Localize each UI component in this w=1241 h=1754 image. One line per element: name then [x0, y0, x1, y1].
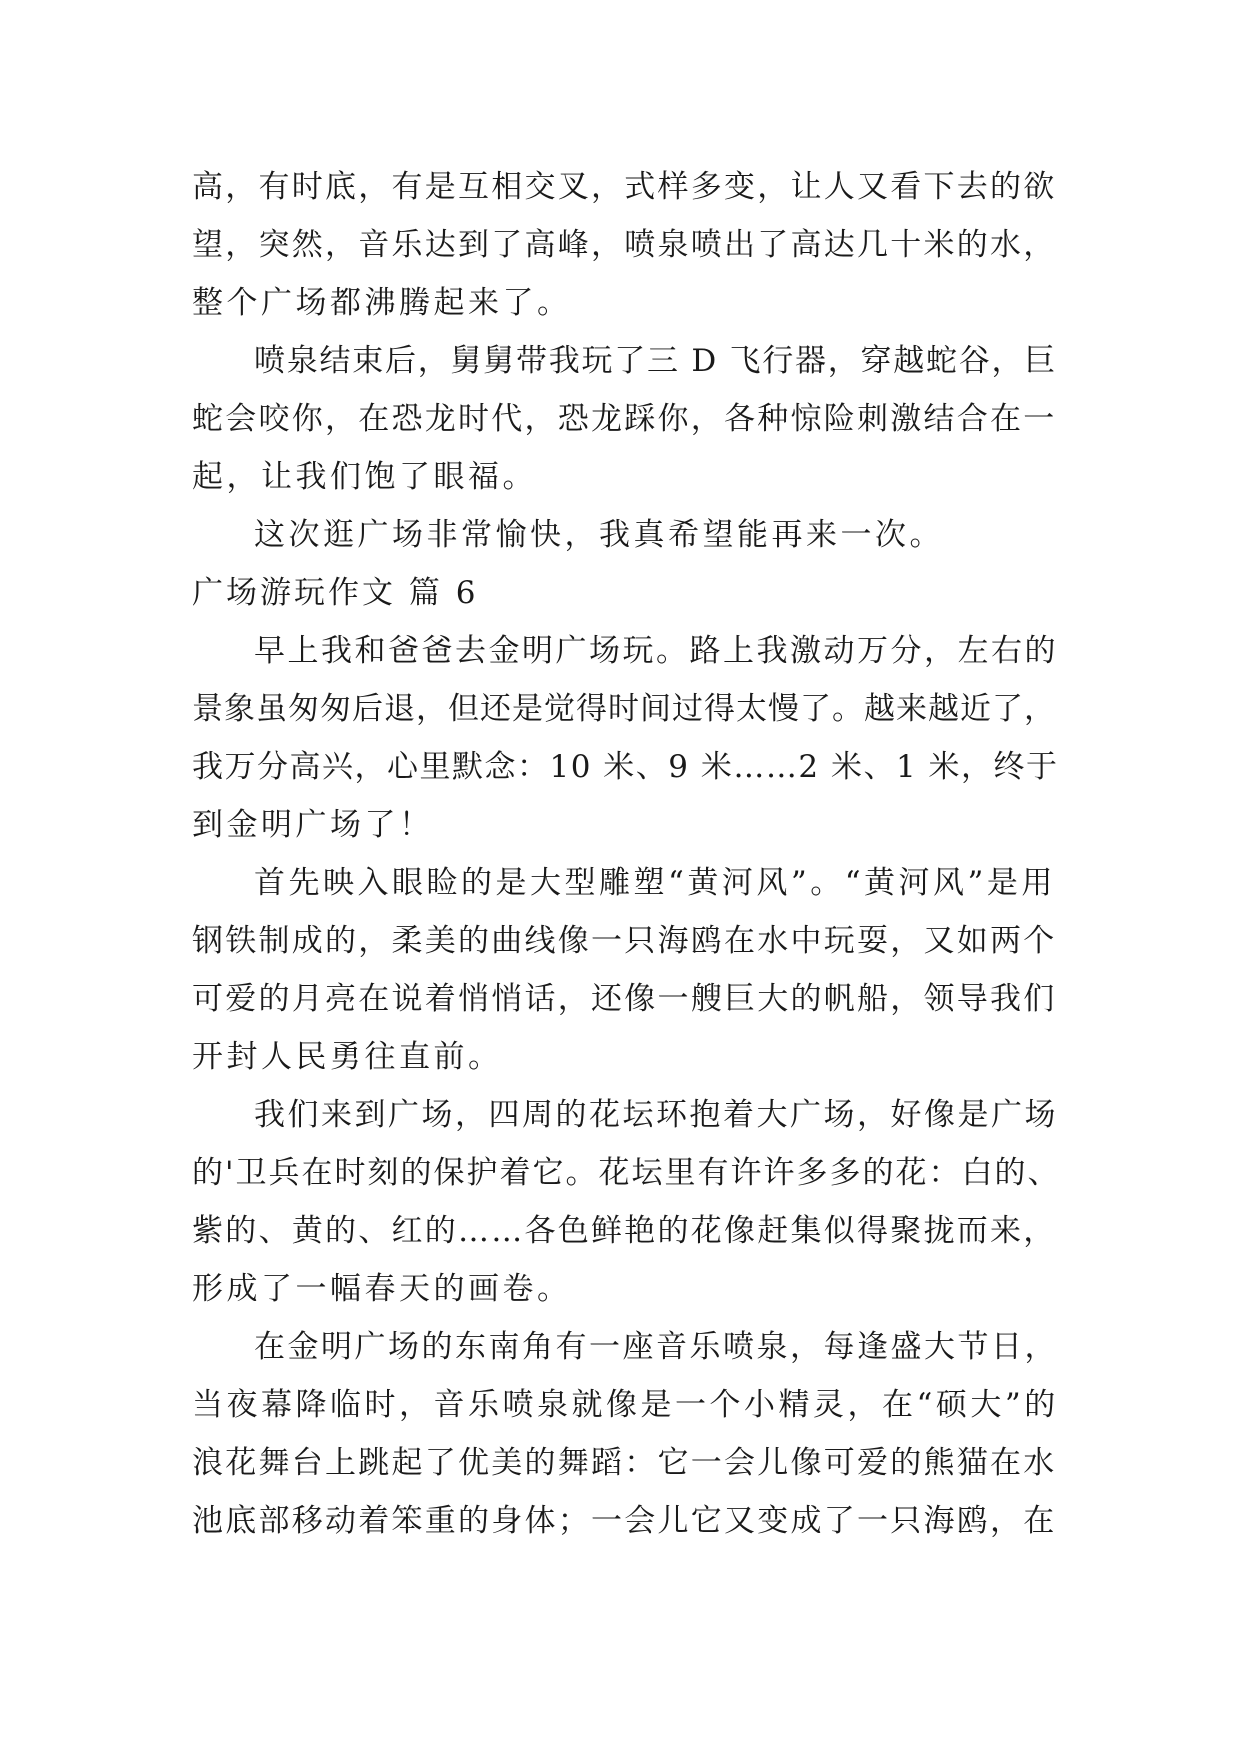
text-line: 景象虽匆匆后退，但还是觉得时间过得太慢了。越来越近了，: [192, 691, 1056, 727]
text-line: 钢铁制成的，柔美的曲线像一只海鸥在水中玩耍，又如两个: [192, 923, 1057, 959]
text-line: 到金明广场了！: [192, 807, 434, 843]
text-line: 在金明广场的东南角有一座音乐喷泉，每逢盛大节日，: [254, 1329, 1058, 1365]
text-line: 池底部移动着笨重的身体；一会儿它又变成了一只海鸥，在: [192, 1503, 1057, 1539]
text-line: 形成了一幅春天的画卷。: [192, 1271, 572, 1307]
text-line: 我万分高兴，心里默念：10 米、9 米……2 米、1 米，终于: [192, 749, 1059, 785]
text-line: 当夜幕降临时，音乐喷泉就像是一个小精灵，在“硕大”的: [192, 1387, 1059, 1423]
text-line: 首先映入眼睑的是大型雕塑“黄河风”。“黄河风”是用: [254, 865, 1056, 901]
text-line: 可爱的月亮在说着悄悄话，还像一艘巨大的帆船，领导我们: [192, 981, 1057, 1017]
text-line: 望，突然，音乐达到了高峰，喷泉喷出了高达几十米的水，: [192, 227, 1057, 263]
text-line: 起，让我们饱了眼福。: [192, 459, 537, 495]
text-line: 整个广场都沸腾起来了。: [192, 285, 572, 321]
text-line: 我们来到广场，四周的花坛环抱着大广场，好像是广场: [254, 1097, 1058, 1133]
text-line: 开封人民勇往直前。: [192, 1039, 503, 1075]
text-line: 早上我和爸爸去金明广场玩。路上我激动万分，左右的: [254, 633, 1058, 669]
text-line: 蛇会咬你，在恐龙时代，恐龙踩你，各种惊险刺激结合在一: [192, 401, 1057, 437]
text-line: 这次逛广场非常愉快，我真希望能再来一次。: [254, 517, 944, 553]
text-line: 浪花舞台上跳起了优美的舞蹈：它一会儿像可爱的熊猫在水: [192, 1445, 1057, 1481]
text-line: 高，有时底，有是互相交叉，式样多变，让人又看下去的欲: [192, 169, 1057, 205]
text-line: 喷泉结束后，舅舅带我玩了三 D 飞行器，穿越蛇谷，巨: [254, 343, 1058, 379]
section-heading: 广场游玩作文 篇 6: [192, 575, 479, 611]
text-line: 的'卫兵在时刻的保护着它。花坛里有许许多多的花：白的、: [192, 1155, 1061, 1191]
text-line: 紫的、黄的、红的……各色鲜艳的花像赶集似得聚拢而来，: [192, 1213, 1057, 1249]
